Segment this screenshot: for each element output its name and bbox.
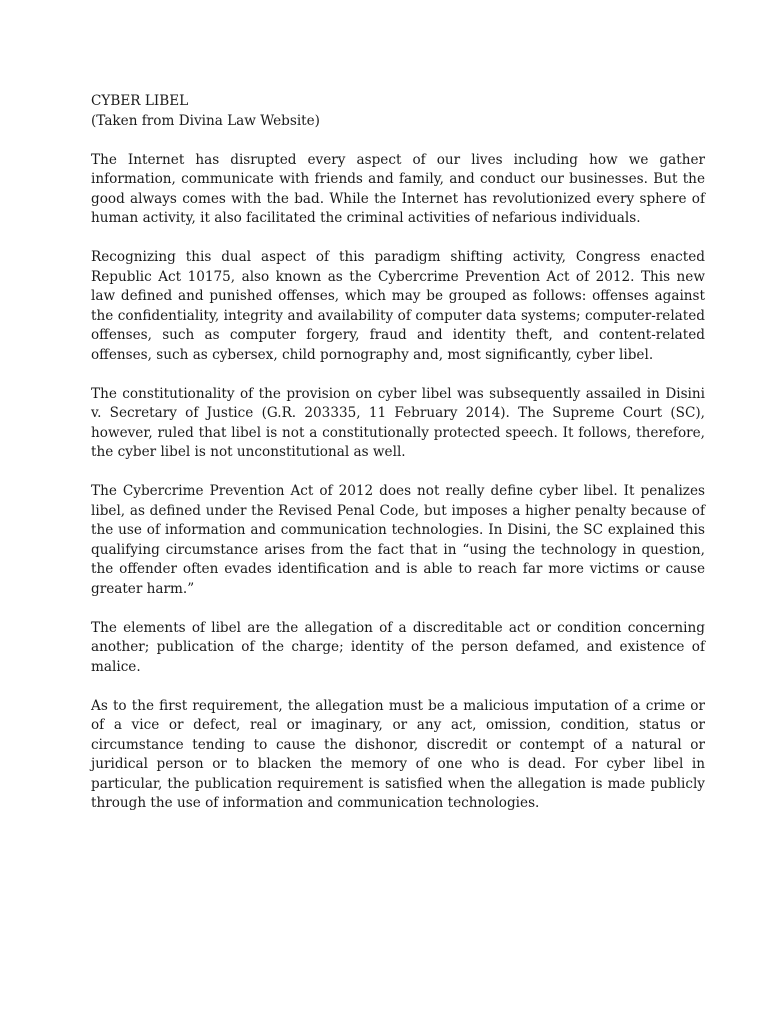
paragraph-intro: The Internet has disrupted every aspect of our lives including how we gather information, communicate with friends and family, and conduct our businesses. But the good always comes with the bad. While the Internet has revolutionized every sphere of human activity, it also facilitated the criminal activities of nefarious individuals.	[91, 151, 705, 226]
paragraph-first-requirement: As to the first requirement, the allegation must be a malicious imputation of a crime or of a vice or defect, real or imaginary, or any act, omission, condition, status or circumstance tending to cause the dishonor, discredit or contempt of a natural or juridical person or to blacken the memory of one who is dead. For cyber libel in particular, the publication requirement is satisfied when the allegation is made publicly through the use of information and communication technologies.	[91, 697, 705, 811]
paragraph-constitutionality: The constitutionality of the provision on cyber libel was subsequently assailed in Disini v. Secretary of Justice (G.R. 203335, 11 February 2014). The Supreme Court (SC), however, ruled that libel is not a constitutionally protected speech. It follows, therefore, the cyber libel is not unconstitutional as well.	[91, 385, 705, 460]
paragraph-elements: The elements of libel are the allegation of a discreditable act or condition concerning another; publication of the charge; identity of the person defamed, and existence of malice.	[91, 619, 705, 675]
paragraph-definition: The Cybercrime Prevention Act of 2012 does not really define cyber libel. It penalizes libel, as defined under the Revised Penal Code, but imposes a higher penalty because of the use of information and communication technologies. In Disini, the SC explained this qualifying circumstance arises from the fact that in “using the technology in question, the offender often evades identification and is able to reach far more victims or cause greater harm.”	[91, 483, 705, 597]
paragraph-republic-act: Recognizing this dual aspect of this paradigm shifting activity, Congress enacted Republic Act 10175, also known as the Cybercrime Prevention Act of 2012. This new law defined and punished offenses, which may be grouped as follows: offenses against the confidentiality, integrity and availability of computer data systems; computer-related offenses, such as computer forgery, fraud and identity theft, and content-related offenses, such as cybersex, child pornography and, most significantly, cyber libel.	[91, 249, 705, 363]
document-page	[91, 92, 705, 814]
document-title: CYBER LIBEL	[91, 93, 189, 109]
document-source: (Taken from Divina Law Website)	[91, 112, 320, 129]
document-heading	[91, 92, 705, 131]
